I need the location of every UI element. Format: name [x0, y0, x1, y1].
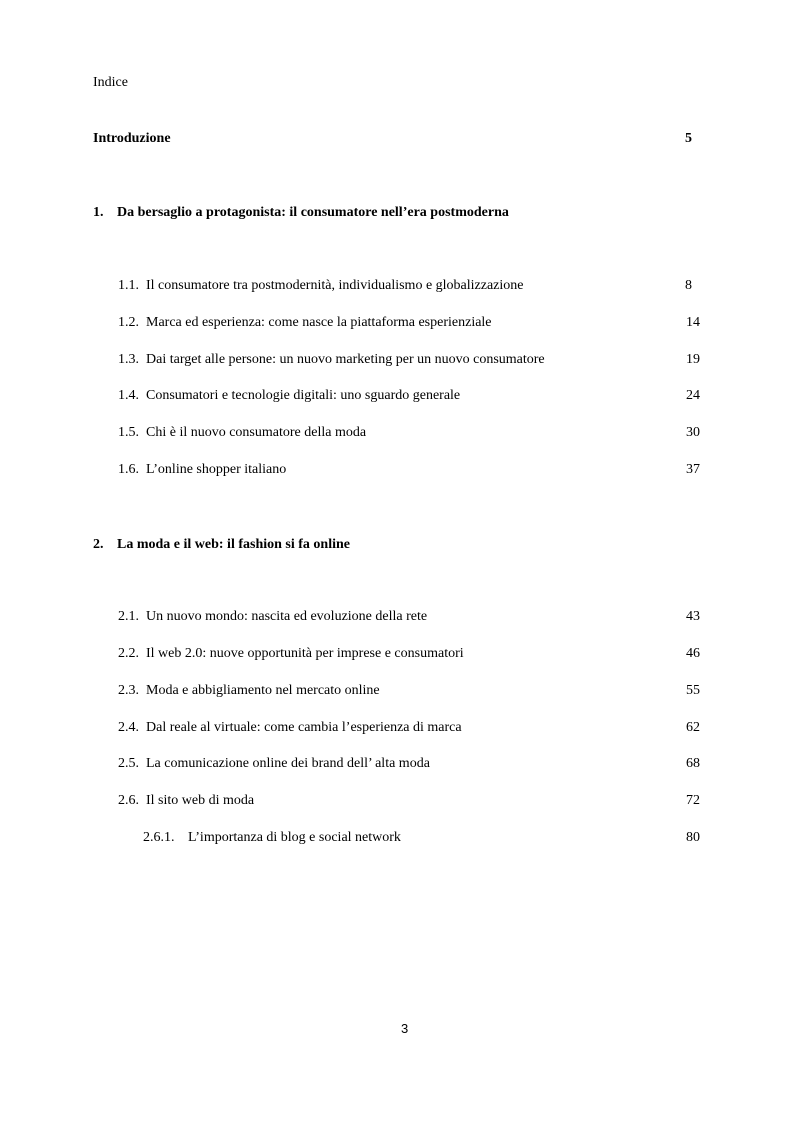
toc-section-number: 1.5.: [118, 425, 139, 440]
toc-section-title: L’online shopper italiano: [146, 462, 287, 477]
toc-section-title: Il web 2.0: nuove opportunità per imprese e consumatori: [146, 646, 464, 661]
toc-section-number: 2.3.: [118, 683, 139, 698]
toc-section-title: Chi è il nuovo consumatore della moda: [146, 425, 367, 440]
toc-section-number: 1.4.: [118, 388, 139, 403]
toc-section-title: Un nuovo mondo: nascita ed evoluzione della rete: [146, 609, 428, 624]
toc-section-page: 37: [686, 462, 700, 477]
toc-section-page: 14: [686, 315, 700, 330]
toc-section-number: 2.1.: [118, 609, 139, 624]
page-number: 3: [401, 1021, 409, 1036]
toc-section-page: 24: [686, 388, 700, 403]
toc-section-page: 62: [686, 720, 700, 735]
toc-section-page: 19: [686, 352, 700, 367]
toc-chapter-2-number: 2.: [93, 537, 104, 552]
toc-section-page: 72: [686, 793, 700, 808]
toc-chapter-1-number: 1.: [93, 205, 104, 220]
toc-intro-page: 5: [685, 131, 692, 146]
toc-section-number: 1.6.: [118, 462, 139, 477]
toc-section-page: 46: [686, 646, 700, 661]
toc-heading: Indice: [93, 75, 128, 90]
toc-section-page: 68: [686, 756, 700, 771]
toc-subsection-title: L’importanza di blog e social network: [188, 830, 401, 845]
toc-section-page: 8: [685, 278, 692, 293]
toc-section-title: Dai target alle persone: un nuovo marketing per un nuovo consumatore: [146, 352, 545, 367]
toc-section-title: La comunicazione online dei brand dell’ alta moda: [146, 756, 430, 771]
toc-subsection-page: 80: [686, 830, 700, 845]
toc-section-page: 43: [686, 609, 700, 624]
toc-section-number: 1.3.: [118, 352, 139, 367]
toc-section-number: 1.1.: [118, 278, 139, 293]
toc-section-number: 2.6.: [118, 793, 139, 808]
toc-section-title: Consumatori e tecnologie digitali: uno sguardo generale: [146, 388, 461, 403]
toc-section-number: 2.5.: [118, 756, 139, 771]
toc-section-number: 2.4.: [118, 720, 139, 735]
toc-section-title: Moda e abbigliamento nel mercato online: [146, 683, 380, 698]
toc-section-page: 30: [686, 425, 700, 440]
toc-section-title: Il consumatore tra postmodernità, individualismo e globalizzazione: [146, 278, 524, 293]
toc-section-number: 1.2.: [118, 315, 139, 330]
toc-section-title: Il sito web di moda: [146, 793, 255, 808]
toc-section-title: Marca ed esperienza: come nasce la piattaforma esperienziale: [146, 315, 492, 330]
toc-intro-title: Introduzione: [93, 131, 171, 146]
toc-chapter-1-title: Da bersaglio a protagonista: il consumatore nell’era postmoderna: [117, 205, 509, 220]
toc-section-title: Dal reale al virtuale: come cambia l’esperienza di marca: [146, 720, 462, 735]
toc-section-number: 2.2.: [118, 646, 139, 661]
toc-subsection-number: 2.6.1.: [143, 830, 175, 845]
toc-section-page: 55: [686, 683, 700, 698]
toc-chapter-2-title: La moda e il web: il fashion si fa online: [117, 537, 350, 552]
